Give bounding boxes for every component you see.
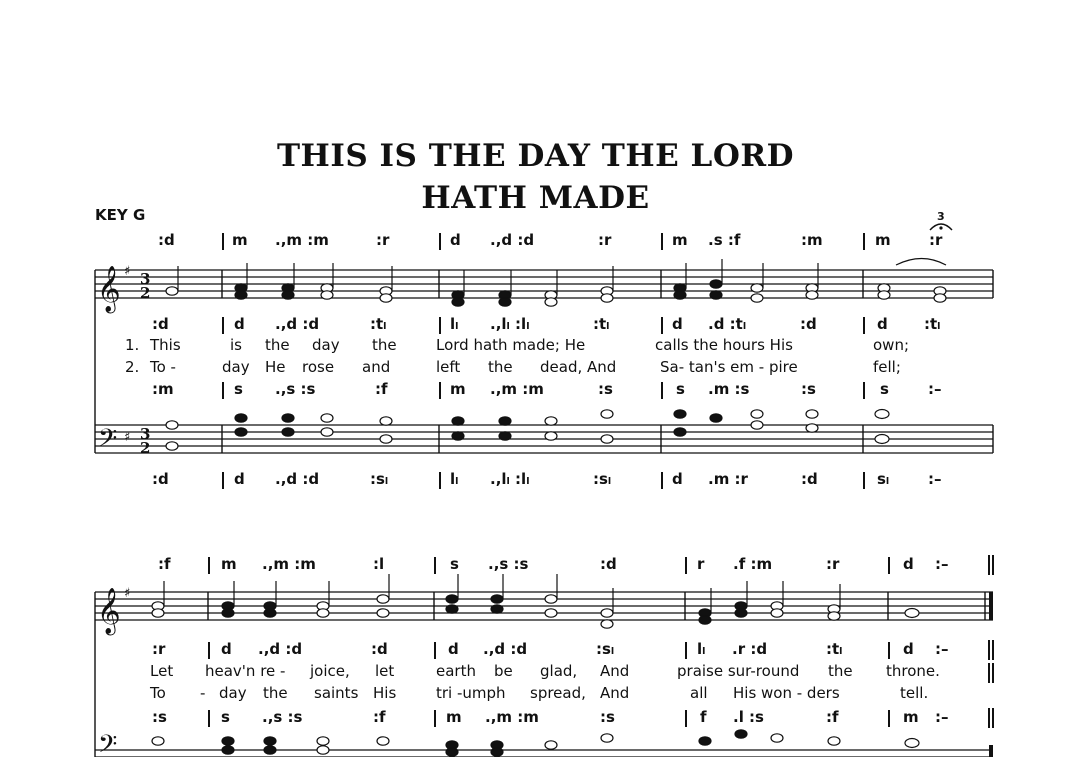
solfa-token: :m xyxy=(801,231,823,249)
solfa-token: .,s :s xyxy=(262,708,303,726)
solfa-token: .m :r xyxy=(708,470,748,488)
lyric-word: This xyxy=(150,336,181,354)
lyric-word: glad, xyxy=(540,662,578,680)
svg-text:3: 3 xyxy=(140,270,151,288)
solfa-token: :d xyxy=(600,555,617,573)
lyric-word: To - xyxy=(150,358,176,376)
lyric-word: Let xyxy=(150,662,174,680)
lyric-word: And xyxy=(600,662,630,680)
solfa-token: :d xyxy=(800,315,817,333)
solfa-token: sₗ xyxy=(877,470,890,488)
solfa-token: :tₗ xyxy=(370,315,387,333)
svg-text:𝄞: 𝄞 xyxy=(97,588,121,634)
solfa-token: f xyxy=(700,708,707,726)
solfa-token: .,d :d xyxy=(483,640,528,658)
solfa-token: :d xyxy=(371,640,388,658)
solfa-token: m xyxy=(446,708,462,726)
lyric-word: all xyxy=(690,684,708,702)
key-signature-label: KEY G xyxy=(95,206,146,224)
solfa-token: .,d :d xyxy=(275,315,320,333)
svg-text:𝄞: 𝄞 xyxy=(97,266,121,312)
solfa-token: d xyxy=(234,470,245,488)
solfa-token: m xyxy=(232,231,248,249)
solfa-token: s xyxy=(234,380,243,398)
solfa-token: :– xyxy=(928,380,942,398)
solfa-token: d xyxy=(877,315,888,333)
svg-text:𝄢: 𝄢 xyxy=(98,424,118,459)
solfa-token: d xyxy=(448,640,459,658)
solfa-token: :– xyxy=(928,470,942,488)
lyric-word: day xyxy=(219,684,247,702)
solfa-token: s xyxy=(450,555,459,573)
solfa-token: s xyxy=(221,708,230,726)
lyric-word: day xyxy=(312,336,340,354)
solfa-token: :f xyxy=(826,708,839,726)
solfa-token: :sₗ xyxy=(593,470,612,488)
solfa-token: :d xyxy=(152,315,169,333)
solfa-token: .,lₗ :lₗ xyxy=(490,315,530,333)
lyric-word: To xyxy=(150,684,166,702)
lyric-word: His won - ders xyxy=(733,684,840,702)
solfa-token: :s xyxy=(598,380,613,398)
solfa-token: m xyxy=(450,380,466,398)
lyric-word: spread, xyxy=(530,684,586,702)
solfa-token: .,lₗ :lₗ xyxy=(490,470,530,488)
lyric-word: the xyxy=(263,684,288,702)
solfa-token: :f xyxy=(373,708,386,726)
lyric-word: His xyxy=(373,684,397,702)
lyric-word: rose xyxy=(302,358,335,376)
solfa-token: .,m :m xyxy=(275,231,329,249)
solfa-token: :s xyxy=(600,708,615,726)
solfa-token: :m xyxy=(152,380,174,398)
lyric-word: day xyxy=(222,358,250,376)
solfa-token: .,d :d xyxy=(490,231,535,249)
solfa-token: d xyxy=(450,231,461,249)
svg-text:3: 3 xyxy=(140,425,151,443)
lyric-word: the xyxy=(372,336,397,354)
lyric-word: is xyxy=(230,336,242,354)
solfa-token: :r xyxy=(152,640,166,658)
lyric-word: fell; xyxy=(873,358,901,376)
svg-text:2: 2 xyxy=(140,439,151,457)
solfa-token: :tₗ xyxy=(924,315,941,333)
solfa-token: :sₗ xyxy=(596,640,615,658)
solfa-token: .d :tₗ xyxy=(708,315,747,333)
lyric-word: 2. xyxy=(125,358,140,376)
svg-text:𝄢: 𝄢 xyxy=(98,730,118,757)
solfa-token: :r xyxy=(376,231,390,249)
solfa-token: :r xyxy=(929,231,943,249)
solfa-token: .,s :s xyxy=(488,555,529,573)
svg-text:♯: ♯ xyxy=(124,430,131,445)
lyric-word: left xyxy=(436,358,461,376)
solfa-token: .,m :m xyxy=(262,555,316,573)
lyric-word: the xyxy=(265,336,290,354)
lyric-word: praise sur-round xyxy=(677,662,800,680)
lyric-word: the xyxy=(828,662,853,680)
lyric-word: And xyxy=(600,684,630,702)
lyric-word: heav'n re - xyxy=(205,662,286,680)
solfa-token: m xyxy=(221,555,237,573)
solfa-token: :f xyxy=(158,555,171,573)
solfa-token: m xyxy=(903,708,919,726)
hymn-title-line-2: HATH MADE xyxy=(421,180,650,216)
hymn-title-line-1: THIS IS THE DAY THE LORD xyxy=(276,138,795,174)
solfa-token: :d xyxy=(152,470,169,488)
lyric-word: - xyxy=(200,684,206,702)
solfa-token: :d xyxy=(158,231,175,249)
fermata-number: 3 xyxy=(937,210,945,223)
solfa-token: :f xyxy=(375,380,388,398)
solfa-token: :– xyxy=(935,555,949,573)
svg-text:♯: ♯ xyxy=(124,586,131,601)
solfa-token: lₗ xyxy=(450,470,459,488)
svg-text:♯: ♯ xyxy=(124,264,131,279)
lyric-word: the xyxy=(488,358,513,376)
solfa-token: .f :m xyxy=(733,555,773,573)
solfa-token: .,d :d xyxy=(275,470,320,488)
solfa-token: d xyxy=(903,640,914,658)
solfa-token: m xyxy=(672,231,688,249)
lyric-word: Lord hath made; He xyxy=(436,336,586,354)
solfa-token: d xyxy=(672,315,683,333)
svg-text:2: 2 xyxy=(140,284,151,302)
solfa-token: .,s :s xyxy=(275,380,316,398)
solfa-token: :– xyxy=(935,640,949,658)
solfa-token: .s :f xyxy=(708,231,741,249)
lyric-word: 1. xyxy=(125,336,140,354)
solfa-token: d xyxy=(672,470,683,488)
lyric-word: calls the hours His xyxy=(655,336,793,354)
solfa-token: :s xyxy=(152,708,167,726)
solfa-token: s xyxy=(676,380,685,398)
lyric-word: tri -umph xyxy=(436,684,506,702)
solfa-token: .r :d xyxy=(732,640,768,658)
lyric-word: joice, xyxy=(310,662,350,680)
solfa-token: :– xyxy=(935,708,949,726)
solfa-token: .,d :d xyxy=(258,640,303,658)
solfa-token: .l :s xyxy=(733,708,764,726)
solfa-token: lₗ xyxy=(697,640,706,658)
solfa-token: .m :s xyxy=(708,380,750,398)
lyric-word: and xyxy=(362,358,391,376)
solfa-token: m xyxy=(875,231,891,249)
solfa-token: :r xyxy=(826,555,840,573)
lyric-word: tell. xyxy=(900,684,929,702)
solfa-token: :l xyxy=(373,555,385,573)
solfa-token: d xyxy=(903,555,914,573)
solfa-token: :tₗ xyxy=(593,315,610,333)
lyric-word: He xyxy=(265,358,286,376)
lyric-word: earth xyxy=(436,662,476,680)
solfa-token: :s xyxy=(801,380,816,398)
solfa-token: :sₗ xyxy=(370,470,389,488)
solfa-token: :r xyxy=(598,231,612,249)
lyric-word: saints xyxy=(314,684,359,702)
solfa-token: :d xyxy=(801,470,818,488)
solfa-token: :tₗ xyxy=(826,640,843,658)
lyric-word: Sa- tan's em - pire xyxy=(660,358,798,376)
lyric-word: throne. xyxy=(886,662,940,680)
lyric-word: own; xyxy=(873,336,910,354)
solfa-token: lₗ xyxy=(450,315,459,333)
solfa-token: d xyxy=(221,640,232,658)
solfa-token: s xyxy=(880,380,889,398)
lyric-word: dead, And xyxy=(540,358,617,376)
solfa-token: .,m :m xyxy=(490,380,544,398)
lyric-word: let xyxy=(375,662,395,680)
solfa-token: .,m :m xyxy=(485,708,539,726)
solfa-token: r xyxy=(697,555,705,573)
lyric-word: be xyxy=(494,662,513,680)
solfa-token: d xyxy=(234,315,245,333)
